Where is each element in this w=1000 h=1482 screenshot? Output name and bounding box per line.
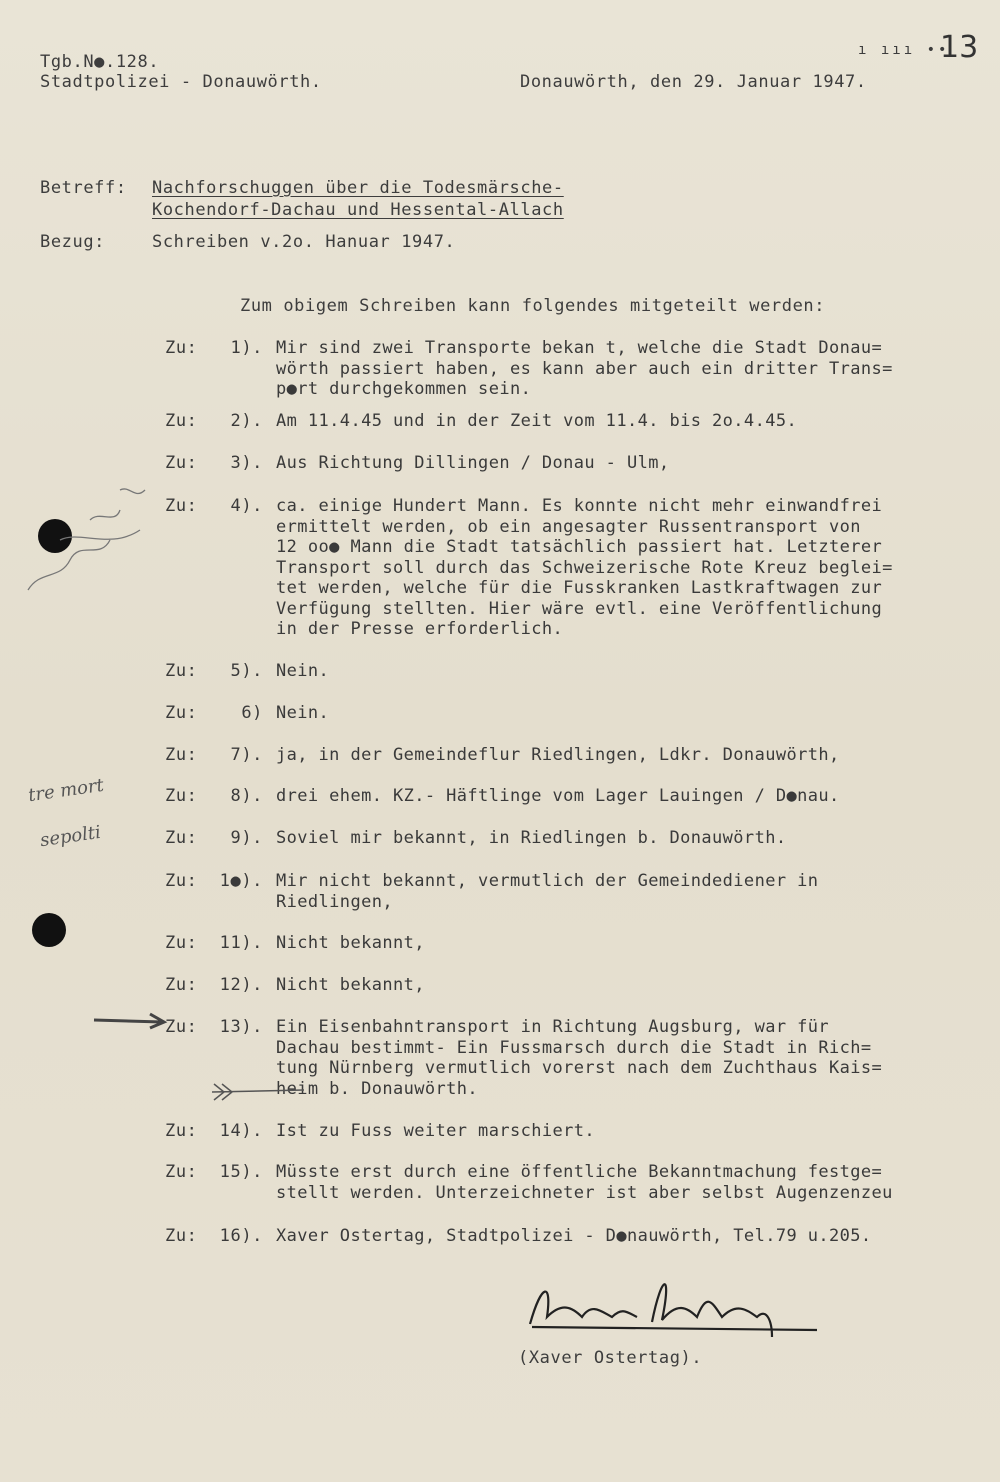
typed-signature-name: (Xaver Ostertag). (518, 1348, 703, 1368)
item-number: 11). (219, 933, 263, 953)
item-text: Ist zu Fuss weiter marschiert. (276, 1121, 596, 1141)
item-number: 2). (230, 411, 263, 431)
item-number: 3). (230, 453, 263, 473)
betreff-label: Betreff: (40, 178, 127, 198)
item-prefix: Zu: (165, 703, 198, 723)
item-text: Aus Richtung Dillingen / Donau - Ulm, (276, 453, 670, 473)
office-name: Stadtpolizei - Donauwörth. (40, 72, 322, 92)
item-text: Müsste erst durch eine öffentliche Bekanntmachung festge= stellt werden. Unterzeichneter ist aber selbst Augenzenzeu (276, 1162, 893, 1203)
punch-hole (32, 913, 66, 947)
item-text: drei ehem. KZ.- Häftlinge vom Lager Lauingen / D●nau. (276, 786, 840, 806)
item-text: Nicht bekannt, (276, 975, 425, 995)
item-prefix: Zu: (165, 828, 198, 848)
page-number: 13 (940, 30, 979, 65)
item-text: Nicht bekannt, (276, 933, 425, 953)
item-number: 6) (241, 703, 263, 723)
item-prefix: Zu: (165, 1162, 198, 1182)
margin-scribble-icon (20, 470, 170, 620)
item-number: 12). (219, 975, 263, 995)
item-number: 14). (219, 1121, 263, 1141)
item-prefix: Zu: (165, 933, 198, 953)
betreff-line-1: Nachforschuggen über die Todesmärsche- (152, 178, 564, 198)
item-text: Ein Eisenbahntransport in Richtung Augsburg, war für Dachau bestimmt- Ein Fussmarsch durch die Stadt in Rich= tung Nürnberg vermutlich vorerst nach dem Zuchthaus Kais= heim b. Donauwörth. (276, 1017, 883, 1099)
item-prefix: Zu: (165, 453, 198, 473)
signature-scribble (522, 1262, 822, 1342)
item-number: 15). (219, 1162, 263, 1182)
item-prefix: Zu: (165, 411, 198, 431)
item-prefix: Zu: (165, 745, 198, 765)
item-number: 1). (230, 338, 263, 358)
intro-sentence: Zum obigem Schreiben kann folgendes mitgeteilt werden: (240, 296, 826, 316)
item-number: 9). (230, 828, 263, 848)
item-text: Xaver Ostertag, Stadtpolizei - D●nauwörth, Tel.79 u.205. (276, 1226, 872, 1246)
item-prefix: Zu: (165, 871, 198, 891)
item-number: 13). (219, 1017, 263, 1037)
item-prefix: Zu: (165, 1121, 198, 1141)
item-text: Mir sind zwei Transporte bekan t, welche die Stadt Donau= wörth passiert haben, es kann aber auch ein dritter Trans= p●rt durchgekommen sein. (276, 338, 893, 399)
item-text: ca. einige Hundert Mann. Es konnte nicht mehr einwandfrei ermittelt werden, ob ein angesagter Russentransport von 12 oo● Mann die Stadt tatsächlich passiert hat. Letzterer Transport soll durch das Schweizerische Rote Kreuz beglei= tet werden, welche für die Fusskranken Lastkraftwagen zur Verfügung stellten. Hier wäre evtl. eine Veröffentlichung in der Presse erforderlich. (276, 496, 893, 639)
signature (522, 1262, 822, 1346)
margin-note: sepolti (38, 821, 103, 852)
item-text: Mir nicht bekannt, vermutlich der Gemeindediener in Riedlingen, (276, 871, 819, 912)
item-number: 4). (230, 496, 263, 516)
item-number: 1●). (219, 871, 263, 891)
item-text: ja, in der Gemeindeflur Riedlingen, Ldkr. Donauwörth, (276, 745, 840, 765)
item-number: 16). (219, 1226, 263, 1246)
item-prefix: Zu: (165, 1226, 198, 1246)
item-number: 8). (230, 786, 263, 806)
reference-number: Tgb.N●.128. (40, 52, 160, 72)
arrow-mark-icon (92, 1008, 172, 1032)
item-prefix: Zu: (165, 1017, 198, 1037)
item-prefix: Zu: (165, 496, 198, 516)
item-prefix: Zu: (165, 975, 198, 995)
page-marks: ı ııı •• (858, 42, 950, 58)
item-text: Nein. (276, 661, 330, 681)
bezug-label: Bezug: (40, 232, 106, 252)
item-number: 7). (230, 745, 263, 765)
margin-note: tre mort (26, 774, 106, 807)
item-text: Nein. (276, 703, 330, 723)
item-prefix: Zu: (165, 661, 198, 681)
betreff-line-2: Kochendorf-Dachau und Hessental-Allach (152, 200, 564, 220)
bezug-text: Schreiben v.2o. Hanuar 1947. (152, 232, 456, 252)
item-prefix: Zu: (165, 786, 198, 806)
item-text: Am 11.4.45 und in der Zeit vom 11.4. bis 2o.4.45. (276, 411, 798, 431)
arrow-mark-icon (208, 1082, 308, 1102)
item-prefix: Zu: (165, 338, 198, 358)
item-text: Soviel mir bekannt, in Riedlingen b. Donauwörth. (276, 828, 787, 848)
place-date: Donauwörth, den 29. Januar 1947. (520, 72, 867, 92)
item-number: 5). (230, 661, 263, 681)
